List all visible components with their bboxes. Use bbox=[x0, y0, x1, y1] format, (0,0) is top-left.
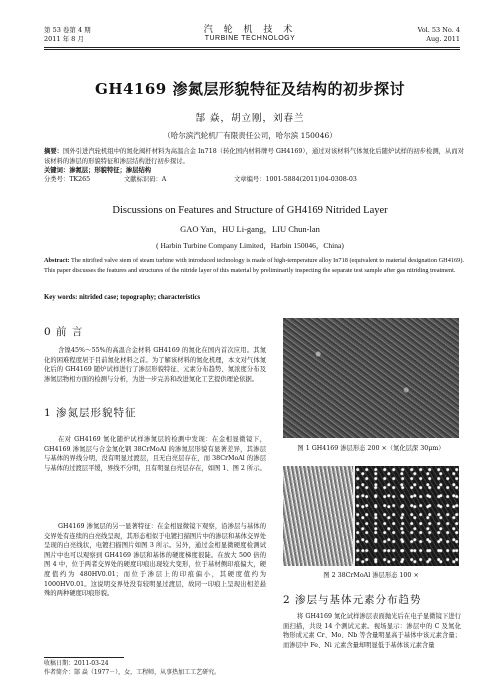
journal-title-cn: 汽 轮 机 技 术 bbox=[203, 25, 297, 35]
header-date-cn: 2011 年 8 月 bbox=[44, 35, 84, 43]
header-rule bbox=[44, 47, 460, 48]
keywords-cn-text: 渗氮层；形貌特征；渗层结构 bbox=[69, 167, 152, 174]
abstract-en-text: The nitrified valve stem of steam turbine with introduced technology is made of high-temperature alloy In718 (equivalent to material designation GH4169). This paper discusses the features and structures of the nitride layer of this material by preliminarily inspecting the separate test sample after gas nitriding treatment. bbox=[44, 257, 464, 274]
abstract-cn bbox=[44, 147, 464, 184]
header-right bbox=[380, 26, 460, 44]
keywords-en-text: nitrided case; topography; characteristics bbox=[79, 294, 201, 301]
section-2-title: 2 渗层与基体元素分布趋势 bbox=[283, 594, 422, 606]
abstract-en-label: Abstract: bbox=[44, 257, 70, 264]
section-2-text: 将 GH4169 氮化试样渗层表面抛光后在电子显微镜下进行面扫描，共设 14 个测试元素。视场显示：渗层中的 C 及氮化物形成元素 Cr、Mo、Nb 等含量明显高于基体中该元素含量；而渗层中 Fe、Ni 元素含量却明显低于基体该元素含量 bbox=[283, 613, 461, 649]
article-title-cn: GH4169 渗氮层形貌特征及结构的初步探讨 bbox=[95, 80, 405, 98]
section-1-title: 1 渗氮层形貌特征 bbox=[44, 407, 137, 419]
header-volume-cn: 第 53 卷第 4 期 bbox=[44, 26, 91, 34]
header-volume-en: Vol. 53 No. 4 bbox=[417, 26, 460, 34]
abstract-cn-text: 国外引进汽轮机组中的氮化阀杆材料为高温合金 In718（转化国内材料牌号 GH4169），通过对该材料气体氮化后随炉试样的初步检测，从而对该材料的渗层的形貌特征和渗层结构进行初步探讨。 bbox=[44, 148, 464, 165]
figure-1-caption: 图 1 GH4169 渗层形态 200 ×（氮化层深 30μm） bbox=[297, 445, 445, 452]
article-title-en: Discussions on Features and Structure of GH4169 Nitrided Layer bbox=[112, 205, 388, 216]
abstract-en bbox=[44, 256, 464, 275]
section-1-paragraph-1: 在对 GH4169 氮化随炉试样渗氮层的检测中发现：在金相显微镜下，GH4169 渗氮层与合金氮化钢 38CrMoAl 的渗氮层形貌有显著差异，其渗层与基体的界线分明，没有明显过渡层，且无白亮层存在，而 38CrMoAl 的渗层与基体的过渡层平缓，界线不分明，且有明显白亮层存在，如图 1、图 2 所示。 bbox=[44, 436, 266, 472]
header-date-en: Aug. 2011 bbox=[426, 35, 460, 43]
figure-2-right-region bbox=[355, 466, 459, 566]
document-code: 文献标识码：A bbox=[124, 176, 167, 183]
keywords-en bbox=[44, 294, 464, 301]
figure-1-micrograph bbox=[283, 318, 459, 438]
class-number: 分类号：TK265 bbox=[44, 176, 91, 183]
journal-title-en: TURBINE TECHNOLOGY bbox=[204, 35, 296, 42]
keywords-en-label: Key words: bbox=[44, 294, 78, 301]
figure-2-micrograph bbox=[283, 466, 459, 566]
footnote bbox=[44, 659, 266, 677]
classification-line bbox=[44, 175, 464, 184]
abstract-cn-label: 摘要： bbox=[44, 148, 64, 155]
authors-cn: 郜 焱，胡立刚，刘春兰 bbox=[195, 113, 305, 124]
affiliation-cn: （哈尔滨汽轮机厂有限责任公司，哈尔滨 150046） bbox=[163, 131, 337, 140]
article-number: 文章编号：1001-5884(2011)04-0308-03 bbox=[234, 176, 357, 183]
received-date: 收稿日期：2011-03-24 bbox=[44, 660, 109, 667]
section-0-title: 0 前 言 bbox=[44, 326, 84, 338]
section-1-paragraph-2: GH4169 渗氮层的另一显著特征：在金相显微镜下观察，沿渗层与基体的交界处有连续的白亮线呈现，其形态相似于电镀扫描图片中的渗层和基体交界处呈现的白亮线状，电镀扫描图片如图 3 所示。另外，通过金相显微硬度检测试图片中也可以观察到 GH4169 渗层和基体的硬度梯度很陡。在放大 500 倍的图 4 中，位于两者交界处的硬度印痕出现较大变形，位于基材侧印痕偏大，硬度值约为 480HV0.01；而位于渗层上的印痕偏小，其硬度值约为 1000HV0.01。这说明交界处没有较明显过渡层，故同一印痕上呈现出相差悬殊的两种硬度印痕形貌。 bbox=[44, 523, 266, 598]
footnote-rule bbox=[44, 657, 124, 658]
figure-2-caption: 图 2 38CrMoAl 渗层形态 100 × bbox=[323, 572, 419, 579]
keywords-cn bbox=[44, 166, 464, 175]
figure-2-left-region bbox=[283, 466, 355, 566]
section-0-text: 含镍45%～55%的高温合金材料 GH4169 的氮化在国内首次应用。其氮化的困难程度居于目前氮化材料之首。为了解该材料的氮化机理，本文对气体氮化后的 GH4169 随炉试样进行了渗层形貌特征、元素分布趋势、氮浓度分布及渗氮层物相方面的检测与分析，为进一步完善和改进氮化工艺提供理论依据。 bbox=[44, 347, 266, 383]
header-rule-2 bbox=[44, 49, 460, 50]
keywords-cn-label: 关键词： bbox=[44, 167, 70, 174]
authors-en: GAO Yan，HU Li-gang，LIU Chun-lan bbox=[180, 224, 320, 234]
affiliation-en: ( Harbin Turbine Company Limited，Harbin 150046，China) bbox=[156, 241, 344, 250]
author-bio: 作者简介：郜 焱（1977－），女，工程师，从事热加工工艺研究。 bbox=[44, 669, 221, 676]
